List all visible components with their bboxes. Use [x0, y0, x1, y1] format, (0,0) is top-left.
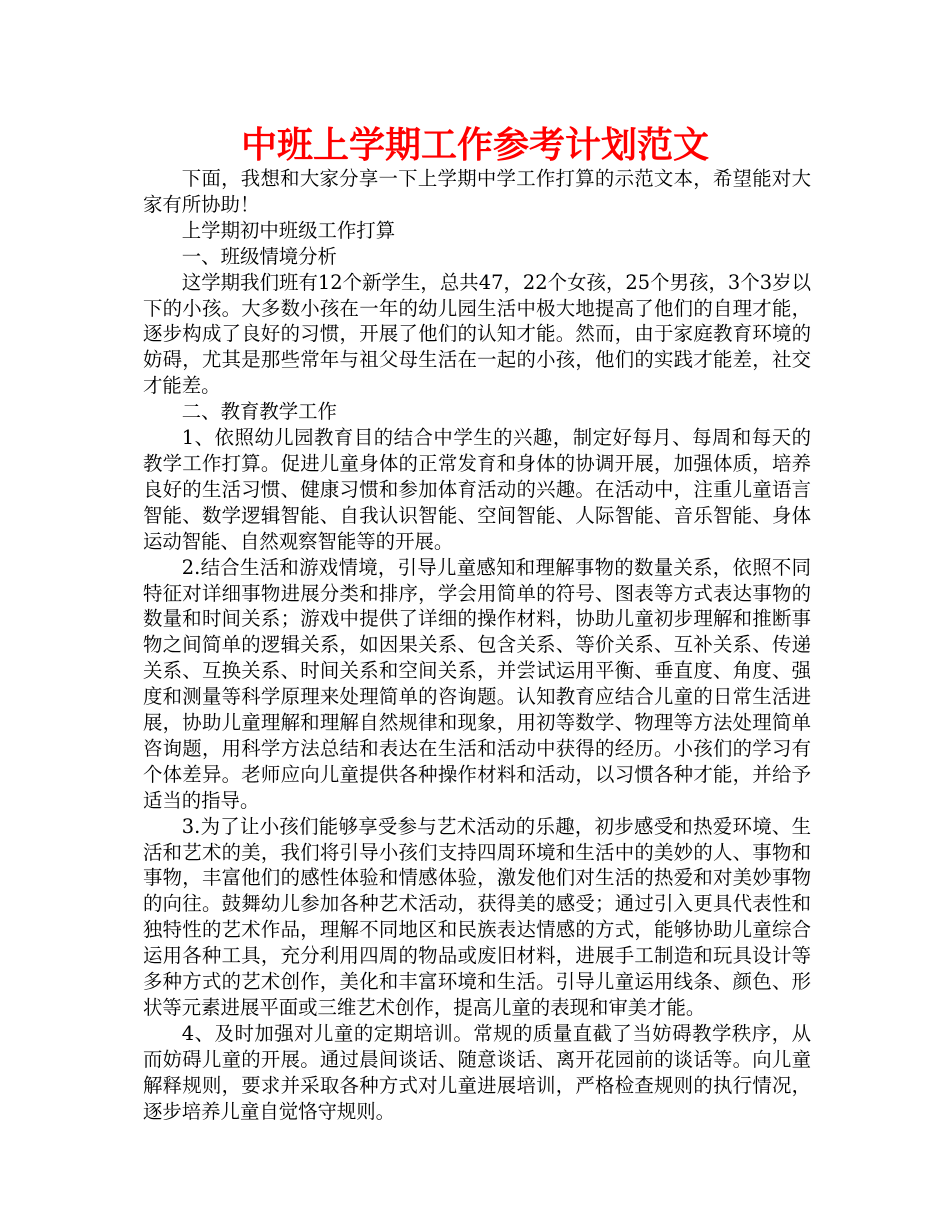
- document-body: [143, 166, 811, 1125]
- plan-heading: 上学期初中班级工作打算: [181, 218, 396, 242]
- teaching-item-2: 2.结合生活和游戏情境，引导儿童感知和理解事物的数量关系，依照不同特征对详细事物进展分类和排序，学会用简单的符号、图表等方式表达事物的数量和时间关系；游戏中提供了详细的操作材料，协助儿童初步理解和推断事物之间简单的逻辑关系，如因果关系、包含关系、等价关系、互补关系、传递关系、互换关系、时间关系和空间关系，并尝试运用平衡、垂直度、角度、强度和测量等科学原理来处理简单的咨询题。认知教育应结合儿童的日常生活进展，协助儿童理解和理解自然规律和现象，用初等数学、物理等方法处理简单咨询题，用科学方法总结和表达在生活和活动中获得的经历。小孩们的学习有个体差异。老师应向儿童提供各种操作材料和活动，以习惯各种才能，并给予适当的指导。: [143, 555, 811, 812]
- document-title: 中班上学期工作参考计划范文: [240, 125, 709, 166]
- intro-paragraph: 下面，我想和大家分享一下上学期中学工作打算的示范文本，希望能对大家有所协助！: [143, 167, 811, 216]
- teaching-item-1: 1、依照幼儿园教育目的结合中学生的兴趣，制定好每月、每周和每天的教学工作打算。促进儿童身体的正常发育和身体的协调开展，加强体质，培养良好的生活习惯、健康习惯和参加体育活动的兴趣。在活动中，注重儿童语言智能、数学逻辑智能、自我认识智能、空间智能、人际智能、音乐智能、身体运动智能、自然观察智能等的开展。: [143, 426, 811, 553]
- teaching-item-4: 4、及时加强对儿童的定期培训。常规的质量直截了当妨碍教学秩序，从而妨碍儿童的开展。通过晨间谈话、随意谈话、离开花园前的谈话等。向儿童解释规则，要求并采取各种方式对儿童进展培训，严格检查规则的执行情况，逐步培养儿童自觉恪守规则。: [143, 1021, 811, 1123]
- class-analysis-paragraph: 这学期我们班有12个新学生，总共47，22个女孩，25个男孩，3个3岁以下的小孩。大多数小孩在一年的幼儿园生活中极大地提高了他们的自理才能，逐步构成了良好的习惯，开展了他们的认知才能。然而，由于家庭教育环境的妨碍，尤其是那些常年与祖父母生活在一起的小孩，他们的实践才能差，社交才能差。: [143, 270, 811, 398]
- teaching-item-3: 3.为了让小孩们能够享受参与艺术活动的乐趣，初步感受和热爱环境、生活和艺术的美，我们将引导小孩们支持四周环境和生活中的美妙的人、事物和事物，丰富他们的感性体验和情感体验，激发他们对生活的热爱和对美妙事物的向往。鼓舞幼儿参加各种艺术活动，获得美的感受；通过引入更具代表性和独特性的艺术作品，理解不同地区和民族表达情感的方式，能够协助儿童综合运用各种工具，充分利用四周的物品或废旧材料，进展手工制造和玩具设计等多种方式的艺术创作，美化和丰富环境和生活。引导儿童运用线条、颜色、形状等元素进展平面或三维艺术创作，提高儿童的表现和审美才能。: [143, 814, 811, 1019]
- section-heading-teaching-work: 二、教育教学工作: [181, 400, 337, 424]
- section-heading-class-analysis: 一、班级情境分析: [181, 244, 337, 268]
